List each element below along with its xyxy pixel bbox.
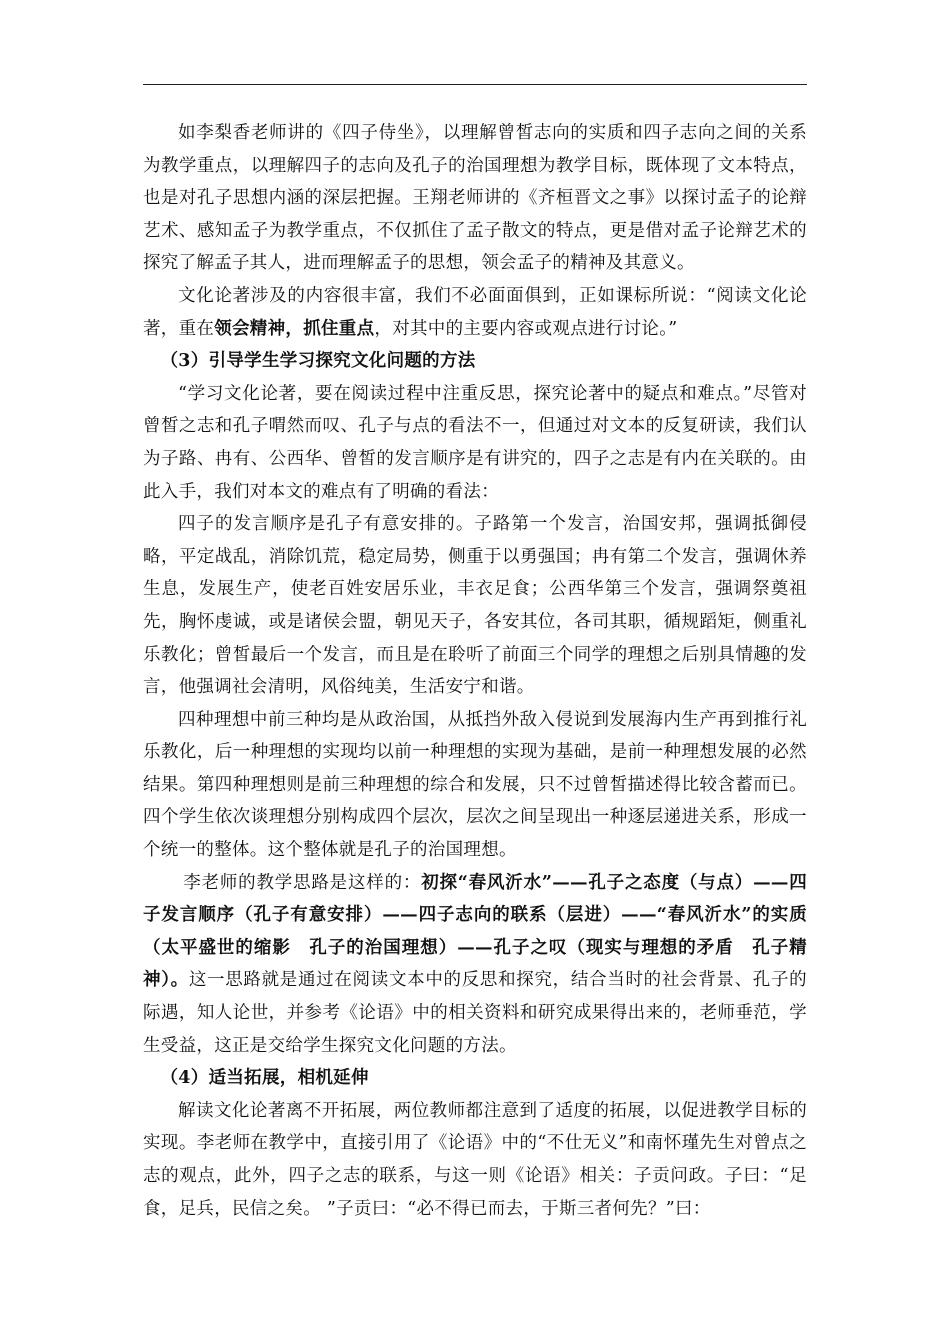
paragraph-2	[143, 280, 807, 345]
document-body	[143, 117, 807, 1225]
section-heading-4: （4）适当拓展，相机延伸	[160, 1068, 369, 1089]
paragraph-2-text-a: 文化论著涉及的内容很丰富，我们不必面面俱到，正如课标所说：“阅读文化论著，重在	[143, 285, 807, 339]
paragraph-7: 解读文化论著离不开拓展，两位教师都注意到了适度的拓展，以促进教学目标的实现。李老师在教学中，直接引用了《论语》中的“不仕无义”和南怀瑾先生对曾点之志的观点，此外，四子之志的联系，与这一则《论语》相关：子贡问政。子曰：“足食，足兵，民信之矣。 ”子贡曰：“必不得已而去，于斯三者何先？”曰：	[143, 1100, 807, 1219]
paragraph-6-text-b: 这一思路就是通过在阅读文本中的反思和探究，结合当时的社会背景、孔子的际遇，知人论世，并参考《论语》中的相关资料和研究成果得出来的，老师垂范，学生受益，这正是交给学生探究文化问题的方法。	[143, 970, 807, 1056]
paragraph-5: 四种理想中前三种均是从政治国，从抵挡外敌入侵说到发展海内生产再到推行礼乐教化，后一种理想的实现均以前一种理想的实现为基础，是前一种理想发展的必然结果。第四种理想则是前三种理想的综合和发展，只不过曾皙描述得比较含蓄而已。四个学生依次谈理想分别构成四个层次，层次之间呈现出一种逐层递进关系，形成一个统一的整体。这个整体就是孔子的治国理想。	[143, 709, 807, 861]
paragraph-4: 四子的发言顺序是孔子有意安排的。子路第一个发言，治国安邦，强调抵御侵略，平定战乱，消除饥荒，稳定局势，侧重于以勇强国；冉有第二个发言，强调休养生息，发展生产，使老百姓安居乐业，丰衣足食；公西华第三个发言，强调祭奠祖先，胸怀虔诚，或是诸侯会盟，朝见天子，各安其位，各司其职，循规蹈矩，侧重礼乐教化；曾皙最后一个发言，而且是在聆听了前面三个同学的理想之后别具情趣的发言，他强调社会清明，风俗纯美，生活安宁和谐。	[143, 514, 807, 698]
paragraph-3: “学习文化论著，要在阅读过程中注重反思，探究论著中的疑点和难点。”尽管对曾皙之志和孔子喟然而叹、孔子与点的看法不一，但通过对文本的反复研读，我们认为子路、冉有、公西华、曾皙的发言顺序是有讲究的，四子之志是有内在关联的。由此入手，我们对本文的难点有了明确的看法：	[143, 383, 807, 502]
header-rule	[143, 84, 807, 85]
paragraph-6	[143, 867, 807, 1063]
paragraph-2-emphasis: 领会精神，抓住重点	[214, 318, 375, 339]
paragraph-6-emphasis: 初探“春风沂水”——孔子之态度（与点）——四子发言顺序（孔子有意安排）——四子志向的联系（层进）——“春风沂水”的实质（太平盛世的缩影 孔子的治国理想）——孔子之叹（现实与理想的矛盾 孔子精神）。	[143, 872, 807, 991]
section-heading-3: （3）引导学生学习探究文化问题的方法	[160, 351, 476, 372]
paragraph-1: 如李梨香老师讲的《四子侍坐》，以理解曾皙志向的实质和四子志向之间的关系为教学重点，以理解四子的志向及孔子的治国理想为教学目标，既体现了文本特点，也是对孔子思想内涵的深层把握。王翔老师讲的《齐桓晋文之事》以探讨孟子的论辩艺术、感知孟子为教学重点，不仅抓住了孟子散文的特点，更是借对孟子论辩艺术的探究了解孟子其人，进而理解孟子的思想，领会孟子的精神及其意义。	[143, 123, 807, 274]
paragraph-2-text-b: ，对其中的主要内容或观点进行讨论。”	[374, 318, 678, 339]
paragraph-6-text-a: 李老师的教学思路是这样的：	[183, 872, 422, 893]
